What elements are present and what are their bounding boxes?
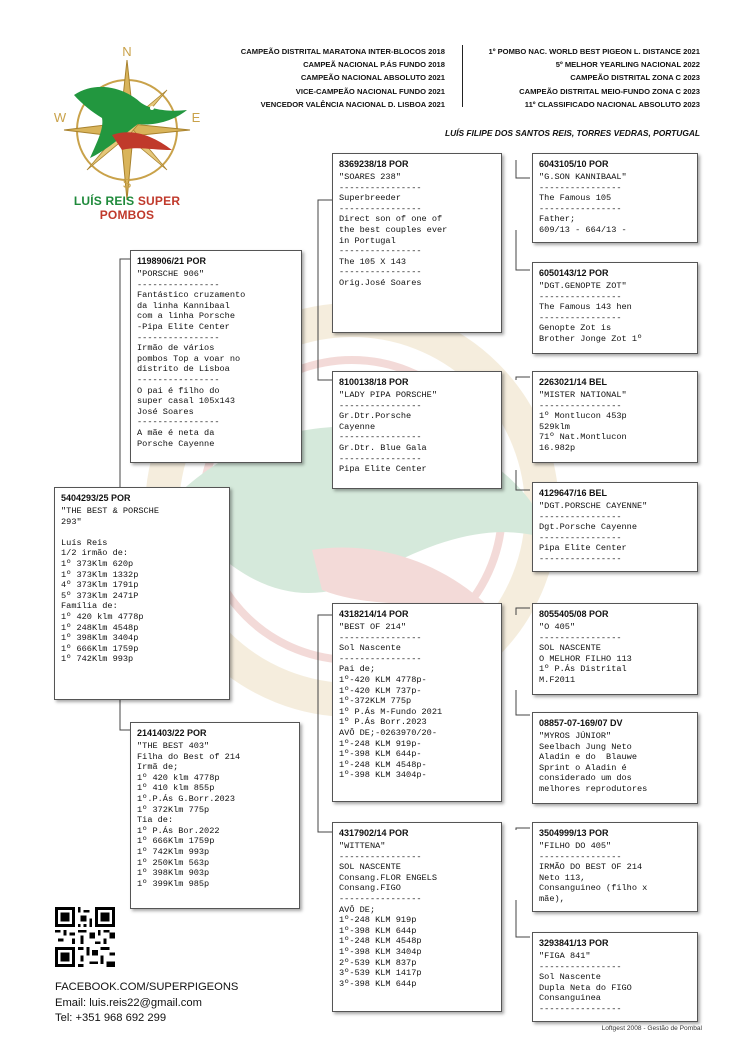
title-line: CAMPEÃO DISTRITAL ZONA C 2023 <box>570 73 700 83</box>
ring-number: 08857-07-169/07 DV <box>539 718 623 728</box>
ring-number: 1198906/21 POR <box>137 256 207 266</box>
pedigree-note-line: ---------------- <box>137 417 220 428</box>
pedigree-note-line: Filha do Best of 214 <box>137 751 241 762</box>
pigeon-name: "MISTER NATIONAL" <box>539 390 627 400</box>
pedigree-note-line: 1º 250Klm 563p <box>137 857 210 868</box>
pedigree-note-line: ---------------- <box>339 653 422 664</box>
compass-w-label: W <box>53 110 67 125</box>
pedigree-note-line: 1º-398 KLM 3404p <box>339 946 422 957</box>
pedigree-note-line: Irmã de; <box>137 762 179 773</box>
pedigree-note-line: Cayenne <box>339 421 376 432</box>
card-sire-dam-sire <box>532 371 698 463</box>
pedigree-note-line: The Famous 143 hen <box>539 302 632 313</box>
pedigree-note-line: ---------------- <box>539 511 622 522</box>
compass-e-label: E <box>191 110 201 125</box>
pedigree-note-line: ---------------- <box>539 961 622 972</box>
pedigree-note-line: Pipa Elite Center <box>539 543 627 554</box>
compass-n-label: N <box>122 44 132 59</box>
pedigree-note-line: 1º 742Klm 993p <box>61 654 134 665</box>
pigeon-name: "PORSCHE 906" <box>137 269 205 279</box>
card-dam-dam-sire <box>532 822 698 912</box>
pedigree-note-line: ---------------- <box>539 182 622 193</box>
pedigree-note-line: 609/13 - 664/13 - <box>539 224 627 235</box>
card-dam-dam-dam <box>532 932 698 1022</box>
pedigree-note-line: Brother Jonge Zot 1º <box>539 333 643 344</box>
card-dam-dam <box>332 822 502 1012</box>
pedigree-note-line: ---------------- <box>339 267 422 278</box>
pedigree-note-line: 1/2 irmão de: <box>61 548 129 559</box>
pigeon-name: "THE BEST & PORSCHE 293" <box>61 506 159 527</box>
title-line: VICE-CAMPEÃO NACIONAL FUNDO 2021 <box>295 86 445 96</box>
pedigree-note-line: ---------------- <box>339 400 422 411</box>
pedigree-note-line: Father; <box>539 214 576 225</box>
pigeon-name: "MYROS JÚNIOR" <box>539 731 612 741</box>
facebook-link[interactable]: FACEBOOK.COM/SUPERPIGEONS <box>55 981 239 993</box>
pigeon-name: "BEST OF 214" <box>339 622 407 632</box>
pedigree-note-line: ---------------- <box>339 203 422 214</box>
pedigree-note-line: Sol Nascente <box>539 972 601 983</box>
pedigree-note-line: ---------------- <box>137 279 220 290</box>
pedigree-note-line: Consang.FLOR ENGELS <box>339 872 437 883</box>
pedigree-note-line: ---------------- <box>339 182 422 193</box>
pedigree-note-line: M.F2011 <box>539 674 576 685</box>
ring-number: 4317902/14 POR <box>339 828 409 838</box>
card-subject <box>54 487 230 700</box>
pedigree-note-line: José Soares <box>137 406 194 417</box>
pedigree-note-line: 1º-372KLM 775p <box>339 696 412 707</box>
pedigree-note-line: mãe), <box>539 893 565 904</box>
pigeon-name: "FIGA 841" <box>539 951 591 961</box>
pedigree-note-line: Irmão de vários <box>137 343 215 354</box>
pigeon-name: "FILHO DO 405" <box>539 841 612 851</box>
pedigree-note-line: the best couples ever <box>339 224 448 235</box>
ring-number: 8100138/18 POR <box>339 377 409 387</box>
pedigree-note-line: Orig.José Soares <box>339 277 422 288</box>
title-line: CAMPEÃ NACIONAL P.ÁS FUNDO 2018 <box>303 60 445 70</box>
pedigree-note-line: ---------------- <box>539 851 622 862</box>
pedigree-note-line: 1º 742Klm 993p <box>137 846 210 857</box>
pedigree-note-line: 3º-539 KLM 1417p <box>339 968 422 979</box>
titles-divider <box>462 45 463 107</box>
pedigree-note-line: AVÔ DE; <box>339 904 376 915</box>
card-dam-sire-sire <box>532 603 698 695</box>
pedigree-note-line: 1º-420 KLM 4778p- <box>339 674 427 685</box>
pedigree-note-line: Porsche Cayenne <box>137 438 215 449</box>
pedigree-note-line: ---------------- <box>137 374 220 385</box>
pedigree-note-line: 1º 399Klm 985p <box>137 878 210 889</box>
card-sire <box>130 250 302 463</box>
pigeon-name: "SOARES 238" <box>339 172 401 182</box>
pedigree-note-line: 1º-398 KLM 644p- <box>339 749 422 760</box>
pedigree-note-line: 16.982p <box>539 442 576 453</box>
pedigree-note-line: 2º-539 KLM 837p <box>339 957 417 968</box>
title-line: VENCEDOR VALÊNCIA NACIONAL D. LISBOA 2021 <box>260 99 445 109</box>
pedigree-note-line: Fantástico cruzamento <box>137 290 246 301</box>
ring-number: 6050143/12 POR <box>539 268 609 278</box>
pedigree-note-line: Superbreeder <box>339 193 401 204</box>
contact-info <box>55 980 238 1027</box>
card-sire-sire-dam <box>532 262 698 354</box>
pedigree-note-line: 1º 373Klm 1332p <box>61 569 139 580</box>
pedigree-note-line: 1º-248 KLM 4548p- <box>339 759 427 770</box>
pedigree-note-line: 3º-398 KLM 644p <box>339 978 417 989</box>
pedigree-note-line: 1º P.Ás Distrital <box>539 664 627 675</box>
pedigree-note-line: 71º Nat.Montlucon <box>539 432 627 443</box>
pedigree-note-line: ---------------- <box>339 893 422 904</box>
title-line: CAMPEÃO NACIONAL ABSOLUTO 2021 <box>300 73 445 83</box>
titles-left <box>200 45 445 111</box>
ring-number: 8369238/18 POR <box>339 159 409 169</box>
card-sire-dam-dam <box>532 482 698 572</box>
pedigree-note-line <box>61 527 223 538</box>
pedigree-note-line: Consang.FIGO <box>339 883 401 894</box>
pedigree-note-line: ---------------- <box>539 291 622 302</box>
pedigree-note-line: ---------------- <box>339 453 422 464</box>
ring-number: 4129647/16 BEL <box>539 488 608 498</box>
phone-link[interactable]: Tel: +351 968 692 299 <box>55 1012 167 1025</box>
pedigree-note-line: Sprint o Aladin é <box>539 762 627 773</box>
pedigree-note-line: 1º 372Klm 775p <box>137 804 210 815</box>
compass-dove-logo <box>52 40 202 210</box>
pedigree-note-line: A mãe é neta da <box>137 427 215 438</box>
pedigree-note-line: 1º-248 KLM 919p- <box>339 738 422 749</box>
pedigree-note-line: ---------------- <box>339 632 422 643</box>
email-link[interactable]: Email: luis.reis22@gmail.com <box>55 996 202 1009</box>
pedigree-note-line: 1º Montlucon 453p <box>539 411 627 422</box>
ring-number: 3293841/13 POR <box>539 938 609 948</box>
pedigree-note-line: The 105 X 143 <box>339 256 407 267</box>
pedigree-note-line: 1º 420 klm 4778p <box>61 611 144 622</box>
owner-name: LUÍS FILIPE DOS SANTOS REIS, TORRES VEDRAS, PORTUGAL <box>444 128 700 138</box>
brand-name-second: SUPER POMBOS <box>99 194 181 222</box>
pedigree-note-line: Gr.Dtr.Porsche <box>339 411 412 422</box>
pedigree-note-line: ---------------- <box>539 1003 622 1014</box>
pedigree-note-line: ---------------- <box>539 400 622 411</box>
pedigree-note-line: Consanguineo (filho x <box>539 883 648 894</box>
pedigree-note-line: pombos Top a voar no <box>137 353 241 364</box>
pedigree-note-line: 1º.P.Ás G.Borr.2023 <box>137 793 235 804</box>
pedigree-note-line: da linha Kannibaal <box>137 300 230 311</box>
pedigree-note-line: 1º 398Klm 903p <box>137 868 210 879</box>
pedigree-note-line: 1º-420 KLM 737p- <box>339 685 422 696</box>
pedigree-note-line: ---------------- <box>539 632 622 643</box>
pedigree-note-line: ---------------- <box>539 553 622 564</box>
pedigree-note-line: 1º 410 klm 855p <box>137 783 215 794</box>
pigeon-name: "O 405" <box>539 622 576 632</box>
pedigree-note-line: ---------------- <box>539 203 622 214</box>
pedigree-note-line: 1º 666Klm 1759p <box>137 836 215 847</box>
pedigree-note-line: super casal 105x143 <box>137 396 235 407</box>
card-sire-sire-sire <box>532 153 698 243</box>
pigeon-name: "DGT.PORSCHE CAYENNE" <box>539 501 648 511</box>
title-line: 5º MELHOR YEARLING NACIONAL 2022 <box>555 60 700 70</box>
pedigree-note-line: melhores reprodutores <box>539 783 648 794</box>
pedigree-note-line: Direct son of one of <box>339 214 443 225</box>
pigeon-name: "LADY PIPA PORSCHE" <box>339 390 437 400</box>
card-dam-sire-dam <box>532 712 698 804</box>
pigeon-name: "G.SON KANNIBAAL" <box>539 172 627 182</box>
pedigree-note-line: 1º 666Klm 1759p <box>61 643 139 654</box>
title-line: CAMPEÃO DISTRITAL MARATONA INTER-BLOCOS 2018 <box>240 47 445 56</box>
pedigree-note-line: 1º 248Klm 4548p <box>61 622 139 633</box>
pedigree-note-line: Dupla Neta do FIGO <box>539 982 632 993</box>
ring-number: 2263021/14 BEL <box>539 377 608 387</box>
pedigree-note-line: -Pipa Elite Center <box>137 321 230 332</box>
pedigree-note-line: Pai de; <box>339 664 376 675</box>
title-line: 1º POMBO NAC. WORLD BEST PIGEON L. DISTANCE 2021 <box>488 47 700 56</box>
pedigree-note-line: ---------------- <box>339 851 422 862</box>
pedigree-note-line: 5º 373Klm 2471P <box>61 590 139 601</box>
pedigree-note-line: in Portugal <box>339 235 396 246</box>
pedigree-note-line: IRMÃO DO BEST OF 214 <box>539 862 643 873</box>
card-sire-dam <box>332 371 502 489</box>
pigeon-name: "DGT.GENOPTE ZOT" <box>539 281 627 291</box>
pedigree-note-line: Sol Nascente <box>339 643 401 654</box>
pedigree-note-line: Gr.Dtr. Blue Gala <box>339 442 427 453</box>
title-line: CAMPEÃO DISTRITAL MEIO-FUNDO ZONA C 2023 <box>519 86 700 96</box>
pedigree-note-line: AVÔ DE;-0263970/20- <box>339 727 437 738</box>
pedigree-note-line: ---------------- <box>137 332 220 343</box>
pedigree-note-line: considerado um dos <box>539 773 632 784</box>
pedigree-note-line: SOL NASCENTE <box>339 862 401 873</box>
pigeon-name: "WITTENA" <box>339 841 386 851</box>
pedigree-note-line: ---------------- <box>539 312 622 323</box>
pedigree-note-line: Neto 113, <box>539 872 586 883</box>
ring-number: 5404293/25 POR <box>61 493 131 503</box>
ring-number: 4318214/14 POR <box>339 609 409 619</box>
card-sire-sire <box>332 153 502 333</box>
card-dam-sire <box>332 603 502 802</box>
brand-name <box>52 194 202 222</box>
software-credit: Loftgest 2008 - Gestão de Pombal <box>601 1025 702 1032</box>
pedigree-note-line: ---------------- <box>339 246 422 257</box>
pedigree-note-line: 4º 373Klm 1791p <box>61 580 139 591</box>
ring-number: 8055405/08 POR <box>539 609 609 619</box>
pedigree-note-line: 1º-248 KLM 919p <box>339 915 417 926</box>
pedigree-note-line: O MELHOR FILHO 113 <box>539 653 632 664</box>
pedigree-note-line: com a linha Porsche <box>137 311 235 322</box>
qr-code[interactable] <box>55 907 115 967</box>
title-line: 11º CLASSIFICADO NACIONAL ABSOLUTO 2023 <box>524 99 700 109</box>
pedigree-note-line: O pai é filho do <box>137 385 220 396</box>
pedigree-note-line: Genopte Zot is <box>539 323 612 334</box>
titles-right <box>470 45 700 111</box>
pigeon-name: "THE BEST 403" <box>137 741 210 751</box>
pedigree-note-line: 1º-248 KLM 4548p <box>339 936 422 947</box>
pedigree-note-line: Seelbach Jung Neto <box>539 741 632 752</box>
pedigree-note-line: The Famous 105 <box>539 193 612 204</box>
ring-number: 6043105/10 POR <box>539 159 609 169</box>
pedigree-note-line: 1º 398Klm 3404p <box>61 633 139 644</box>
pedigree-note-line: Aladin e do Blauwe <box>539 752 637 763</box>
pedigree-note-line: 1º-398 KLM 644p <box>339 925 417 936</box>
pedigree-note-line: ---------------- <box>339 432 422 443</box>
pedigree-note-line: ---------------- <box>539 532 622 543</box>
pedigree-note-line: 529klm <box>539 421 570 432</box>
pedigree-note-line: Luís Reis <box>61 537 108 548</box>
pedigree-note-line: 1º-398 KLM 3404p- <box>339 770 427 781</box>
pedigree-note-line: 1º P.Ás Borr.2023 <box>339 717 427 728</box>
pedigree-note-line: 1º 420 klm 4778p <box>137 772 220 783</box>
pedigree-note-line: Tia de: <box>137 815 174 826</box>
pedigree-note-line: Família de: <box>61 601 118 612</box>
brand-name-first: LUÍS REIS <box>73 194 135 208</box>
pedigree-note-line: Consanguinea <box>539 993 601 1004</box>
pedigree-note-line: 1º 373Klm 620p <box>61 558 134 569</box>
pedigree-note-line: SOL NASCENTE <box>539 643 601 654</box>
ring-number: 2141403/22 POR <box>137 728 207 738</box>
pedigree-note-line: 1º P.Ás Bor.2022 <box>137 825 220 836</box>
compass-s-label: S <box>122 176 132 191</box>
pedigree-note-line: distrito de Lisboa <box>137 364 230 375</box>
pedigree-note-line: Pipa Elite Center <box>339 464 427 475</box>
pedigree-note-line: Dgt.Porsche Cayenne <box>539 522 637 533</box>
pedigree-note-line: 1º P.Ás M-Fundo 2021 <box>339 706 443 717</box>
card-dam <box>130 722 300 909</box>
ring-number: 3504999/13 POR <box>539 828 609 838</box>
